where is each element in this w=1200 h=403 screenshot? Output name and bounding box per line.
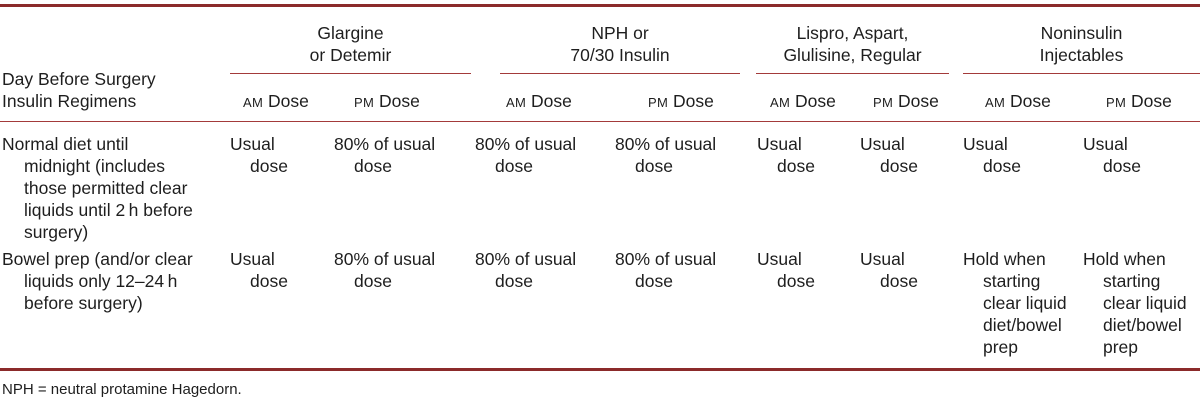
- cell-r1-lispro-pm: [860, 133, 918, 177]
- dose-prefix: PM: [873, 95, 894, 110]
- group-header-lispro: [756, 22, 949, 66]
- dose-prefix: AM: [506, 95, 527, 110]
- cell-line: starting: [1103, 271, 1161, 291]
- dose-prefix: AM: [770, 95, 791, 110]
- cell-line: starting: [983, 271, 1041, 291]
- row-label-line: midnight (includes: [24, 156, 166, 176]
- row-label-bowel-prep: [2, 248, 234, 314]
- row-label-line: liquids until 2 h before: [24, 200, 193, 220]
- dose-suffix: Dose: [893, 91, 939, 111]
- bottom-rule: [0, 368, 1200, 371]
- dose-suffix: Dose: [1005, 91, 1051, 111]
- cell-line: Usual: [963, 134, 1008, 154]
- dose-suffix: Dose: [263, 91, 309, 111]
- dose-suffix: Dose: [374, 91, 420, 111]
- cell-r1-nph-pm: [615, 133, 716, 177]
- row-header-label: [2, 68, 156, 112]
- group-header-line: Noninsulin: [1040, 23, 1123, 43]
- cell-line: 80% of usual: [615, 134, 717, 154]
- header-bottom-rule: [0, 121, 1200, 122]
- dose-prefix: PM: [1106, 95, 1127, 110]
- group-header-line: Lispro, Aspart,: [796, 23, 909, 43]
- cell-r1-lispro-am: [757, 133, 815, 177]
- cell-r2-noninsulin-pm: [1083, 248, 1187, 358]
- group-header-noninsulin: [963, 22, 1200, 66]
- cell-line: dose: [250, 156, 288, 176]
- cell-line: dose: [354, 271, 392, 291]
- cell-line: dose: [635, 271, 673, 291]
- cell-line: 80% of usual: [475, 134, 577, 154]
- cell-r1-noninsulin-pm: [1083, 133, 1141, 177]
- dose-prefix: PM: [354, 95, 375, 110]
- cell-line: prep: [983, 337, 1019, 357]
- table-footnote: NPH = neutral protamine Hagedorn.: [2, 381, 242, 398]
- dose-prefix: PM: [648, 95, 669, 110]
- cell-line: Hold when: [963, 249, 1046, 269]
- cell-r2-nph-pm: [615, 248, 716, 292]
- cell-line: 80% of usual: [334, 249, 436, 269]
- cell-r2-lispro-pm: [860, 248, 918, 292]
- group-header-line: NPH or: [591, 23, 649, 43]
- dose-header-noninsulin-pm: [1106, 90, 1172, 114]
- cell-line: dose: [495, 271, 533, 291]
- cell-line: 80% of usual: [615, 249, 717, 269]
- row-label-normal-diet: [2, 133, 234, 243]
- cell-r2-nph-am: [475, 248, 576, 292]
- cell-line: clear liquid: [1103, 293, 1187, 313]
- cell-line: 80% of usual: [475, 249, 577, 269]
- group-header-line: Glargine: [317, 23, 384, 43]
- cell-line: dose: [880, 271, 918, 291]
- cell-r2-glargine-am: [230, 248, 288, 292]
- cell-line: Usual: [757, 134, 802, 154]
- cell-r1-glargine-pm: [334, 133, 435, 177]
- group-header-line: or Detemir: [309, 45, 392, 65]
- group-header-glargine: [230, 22, 471, 66]
- dose-header-nph-pm: [648, 90, 714, 114]
- group-underline-noninsulin: [963, 73, 1200, 74]
- dose-header-glargine-am: [243, 90, 309, 114]
- top-rule: [0, 4, 1200, 7]
- group-underline-glargine: [230, 73, 471, 74]
- cell-line: dose: [250, 271, 288, 291]
- cell-r2-lispro-am: [757, 248, 815, 292]
- cell-line: diet/bowel: [1103, 315, 1182, 335]
- cell-line: dose: [1103, 156, 1141, 176]
- group-header-nph: [500, 22, 740, 66]
- cell-line: Usual: [230, 134, 275, 154]
- row-header-line: Day Before Surgery: [2, 69, 156, 89]
- cell-line: dose: [983, 156, 1021, 176]
- group-header-line: Injectables: [1039, 45, 1124, 65]
- cell-line: clear liquid: [983, 293, 1067, 313]
- dose-suffix: Dose: [668, 91, 714, 111]
- group-underline-lispro: [756, 73, 949, 74]
- dose-suffix: Dose: [526, 91, 572, 111]
- dose-header-glargine-pm: [354, 90, 420, 114]
- dose-prefix: AM: [243, 95, 264, 110]
- cell-r2-glargine-pm: [334, 248, 435, 292]
- dose-suffix: Dose: [790, 91, 836, 111]
- dose-prefix: AM: [985, 95, 1006, 110]
- cell-line: dose: [777, 156, 815, 176]
- cell-line: diet/bowel: [983, 315, 1062, 335]
- dose-header-lispro-pm: [873, 90, 939, 114]
- row-label-line: Normal diet until: [2, 134, 129, 154]
- cell-line: dose: [495, 156, 533, 176]
- cell-line: dose: [354, 156, 392, 176]
- cell-line: Usual: [860, 134, 905, 154]
- row-label-line: Bowel prep (and/or clear: [2, 249, 193, 269]
- cell-r1-nph-am: [475, 133, 576, 177]
- dose-header-nph-am: [506, 90, 572, 114]
- cell-line: dose: [880, 156, 918, 176]
- group-header-line: Glulisine, Regular: [783, 45, 922, 65]
- cell-r1-noninsulin-am: [963, 133, 1021, 177]
- cell-r2-noninsulin-am: [963, 248, 1067, 358]
- cell-line: Usual: [860, 249, 905, 269]
- cell-line: prep: [1103, 337, 1139, 357]
- dose-suffix: Dose: [1126, 91, 1172, 111]
- row-label-line: before surgery): [24, 293, 143, 313]
- cell-r1-glargine-am: [230, 133, 288, 177]
- cell-line: Usual: [757, 249, 802, 269]
- cell-line: Hold when: [1083, 249, 1166, 269]
- cell-line: 80% of usual: [334, 134, 436, 154]
- group-header-line: 70/30 Insulin: [570, 45, 670, 65]
- group-underline-nph: [500, 73, 740, 74]
- row-label-line: liquids only 12–24 h: [24, 271, 178, 291]
- cell-line: dose: [635, 156, 673, 176]
- cell-line: Usual: [1083, 134, 1128, 154]
- cell-line: dose: [777, 271, 815, 291]
- cell-line: Usual: [230, 249, 275, 269]
- row-label-line: surgery): [24, 222, 89, 242]
- row-header-line: Insulin Regimens: [2, 91, 137, 111]
- dose-header-noninsulin-am: [985, 90, 1051, 114]
- row-label-line: those permitted clear: [24, 178, 188, 198]
- dose-header-lispro-am: [770, 90, 836, 114]
